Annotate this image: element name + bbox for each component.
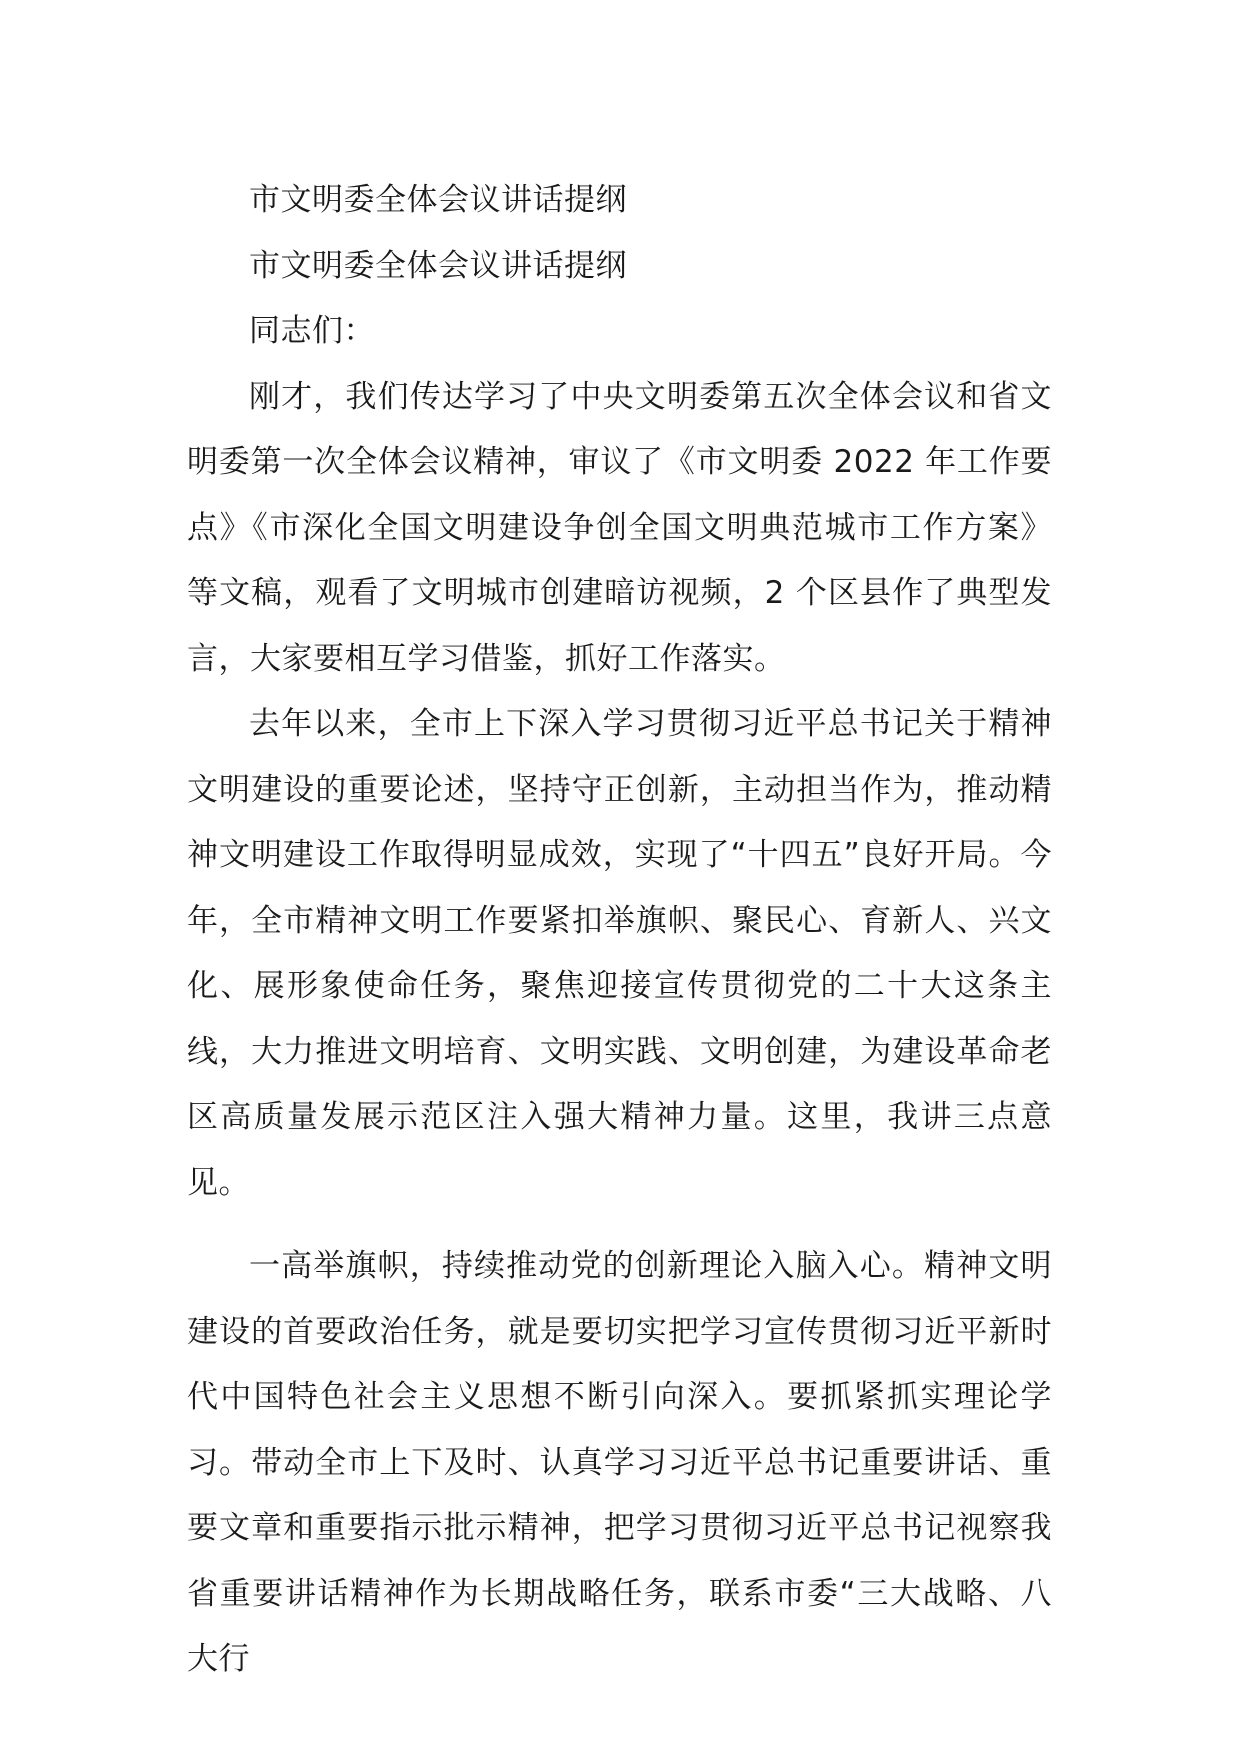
paragraph-opening: 刚才，我们传达学习了中央文明委第五次全体会议和省文明委第一次全体会议精神，审议了《市文明委 2022 年工作要点》《市深化全国文明建设争创全国文明典范城市工作方案》等文稿，观看了文明城市创建暗访视频，2 个区县作了典型发言，大家要相互学习借鉴，抓好工作落实。 [187,378,1052,677]
document-subtitle: 市文明委全体会议讲话提纲 [249,247,627,284]
paragraph-overview: 去年以来，全市上下深入学习贯彻习近平总书记关于精神文明建设的重要论述，坚持守正创新，主动担当作为，推动精神文明建设工作取得明显成效，实现了“十四五”良好开局。今年，全市精神文明工作要紧扣举旗帜、聚民心、育新人、兴文化、展形象使命任务，聚焦迎接宣传贯彻党的二十大这条主线，大力推进文明培育、文明实践、文明创建，为建设革命老区高质量发展示范区注入强大精神力量。这里，我讲三点意见。 [187,706,1052,1201]
paragraph-point-one: 一高举旗帜，持续推动党的创新理论入脑入心。精神文明建设的首要政治任务，就是要切实把学习宣传贯彻习近平新时代中国特色社会主义思想不断引向深入。要抓紧抓实理论学习。带动全市上下及时、认真学习习近平总书记重要讲话、重要文章和重要指示批示精神，把学习贯彻习近平总书记视察我省重要讲话精神作为长期战略任务，联系市委“三大战略、八大行 [187,1248,1052,1677]
document-body [187,168,1052,1693]
salutation: 同志们： [249,313,375,349]
paragraph-spacer [187,1216,1052,1234]
document-title: 市文明委全体会议讲话提纲 [249,182,627,218]
